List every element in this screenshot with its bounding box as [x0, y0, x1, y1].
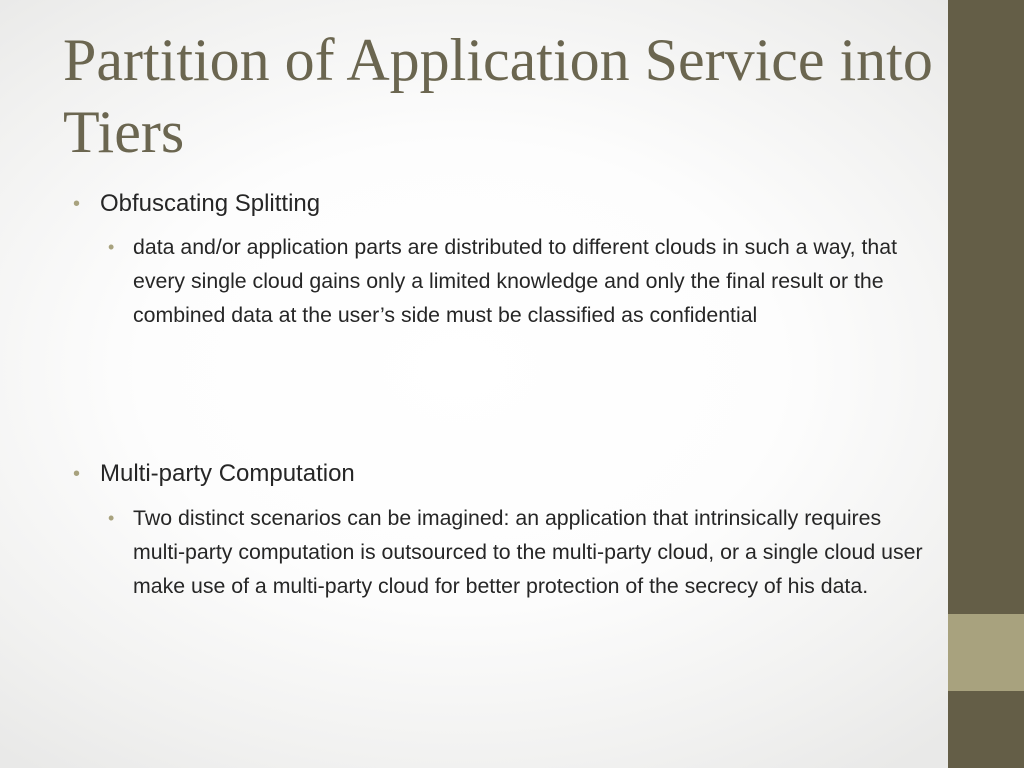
sub-bullet-text: data and/or application parts are distributed to different clouds in such a way, that every single cloud gains only a limited knowledge and only the final result or the combined data at the user’s side must be classified as confidential	[133, 235, 897, 327]
bullet-item-multi-party-computation	[73, 458, 930, 490]
bullet-dot-icon: •	[73, 193, 81, 215]
sub-bullet-item	[108, 230, 923, 332]
bullet-dot-icon: •	[108, 508, 115, 528]
sidebar-accent-block	[948, 614, 1024, 691]
sub-bullet-text: Two distinct scenarios can be imagined: an application that intrinsically requires multi-party computation is outsourced to the multi-party cloud, or a single cloud user make use of a multi-party cloud for better protection of the secrecy of his data.	[133, 506, 923, 598]
sub-bullet-item	[108, 501, 923, 603]
bullet-item-obfuscating-splitting	[73, 188, 930, 220]
bullet-label: Obfuscating Splitting	[100, 190, 321, 217]
bullet-label: Multi-party Computation	[100, 460, 355, 487]
bullet-dot-icon: •	[73, 463, 81, 485]
slide-title: Partition of Application Service into Tiers	[63, 27, 933, 165]
bullet-dot-icon: •	[108, 237, 115, 257]
